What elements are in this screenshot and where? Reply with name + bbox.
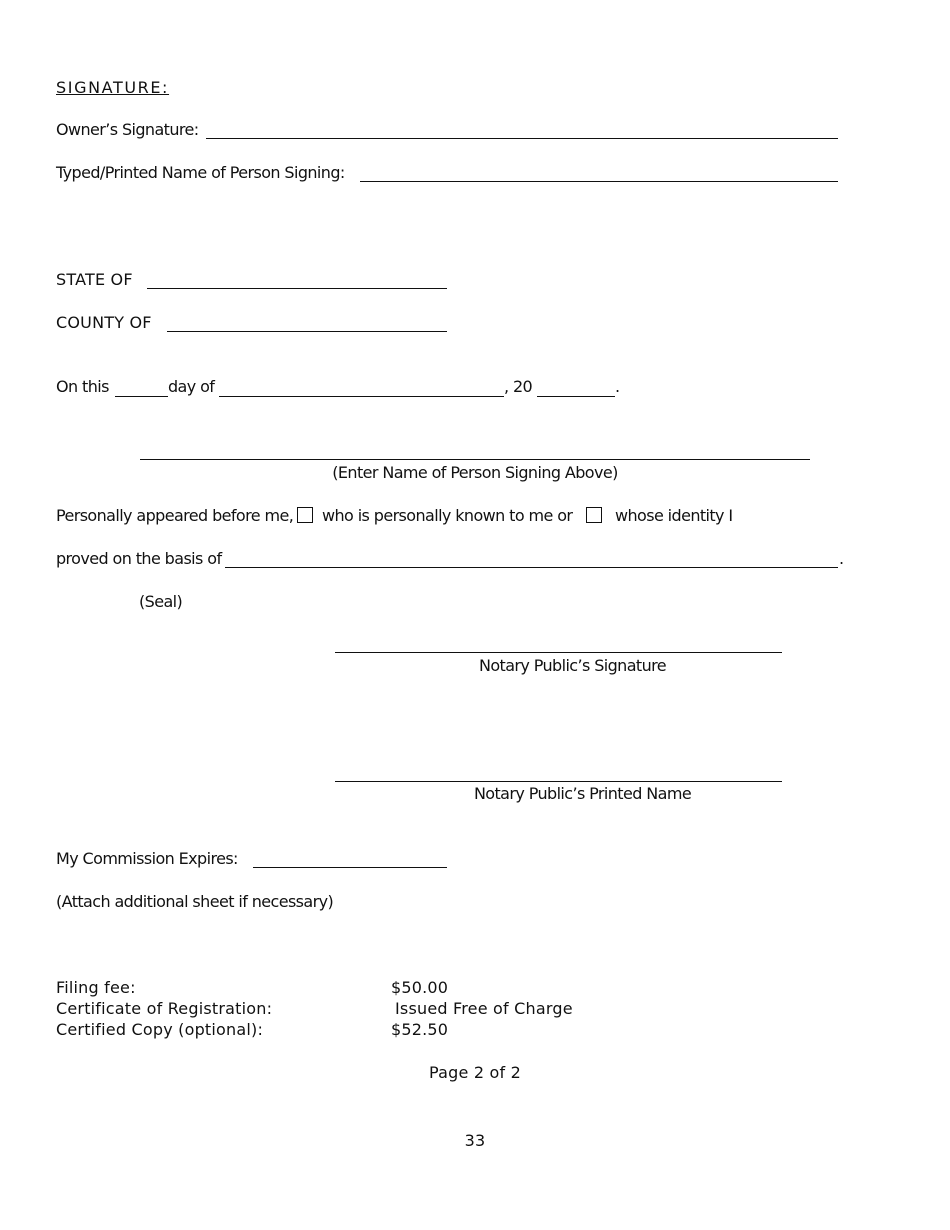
page-label: Page 2 of 2	[429, 1063, 521, 1082]
commission-line[interactable]	[253, 867, 447, 868]
printed-name-line[interactable]	[360, 181, 838, 182]
year-line[interactable]	[537, 396, 615, 397]
appeared-text: Personally appeared before me,	[56, 506, 294, 525]
notary-signature-caption: Notary Public’s Signature	[478, 656, 667, 675]
signature-heading: SIGNATURE:	[56, 78, 170, 97]
notary-signature-line[interactable]	[335, 652, 782, 653]
day-of-label: day of	[168, 377, 215, 396]
printed-name-label: Typed/Printed Name of Person Signing:	[56, 163, 345, 182]
county-line[interactable]	[167, 331, 447, 332]
enter-name-caption: (Enter Name of Person Signing Above)	[332, 463, 618, 482]
year-prefix: , 20	[504, 377, 533, 396]
owner-signature-line[interactable]	[206, 138, 838, 139]
identity-checkbox[interactable]	[586, 507, 602, 523]
page-number: 33	[464, 1131, 486, 1150]
identity-option-label: whose identity I	[615, 506, 733, 525]
fee-label: Certificate of Registration:	[56, 999, 273, 1018]
state-line[interactable]	[147, 288, 447, 289]
notary-printed-name-caption: Notary Public’s Printed Name	[473, 784, 692, 803]
seal-label: (Seal)	[139, 592, 183, 611]
day-line[interactable]	[115, 396, 168, 397]
owner-signature-label: Owner’s Signature:	[56, 120, 199, 139]
on-this-label: On this	[56, 377, 109, 396]
county-label: COUNTY OF	[56, 313, 152, 332]
proved-basis-line[interactable]	[225, 567, 838, 568]
fee-label: Filing fee:	[56, 978, 136, 997]
notary-printed-name-line[interactable]	[335, 781, 782, 782]
date-period: .	[615, 377, 620, 396]
known-checkbox[interactable]	[297, 507, 313, 523]
state-label: STATE OF	[56, 270, 133, 289]
fee-value: Issued Free of Charge	[395, 999, 573, 1018]
attach-note: (Attach additional sheet if necessary)	[56, 892, 334, 911]
person-name-line[interactable]	[140, 459, 810, 460]
fee-value: $52.50	[391, 1020, 449, 1039]
fee-value: $50.00	[391, 978, 449, 997]
month-line[interactable]	[219, 396, 504, 397]
fee-label: Certified Copy (optional):	[56, 1020, 264, 1039]
commission-label: My Commission Expires:	[56, 849, 238, 868]
proved-text: proved on the basis of	[56, 549, 222, 568]
proved-period: .	[839, 549, 844, 568]
known-option-label: who is personally known to me or	[322, 506, 573, 525]
